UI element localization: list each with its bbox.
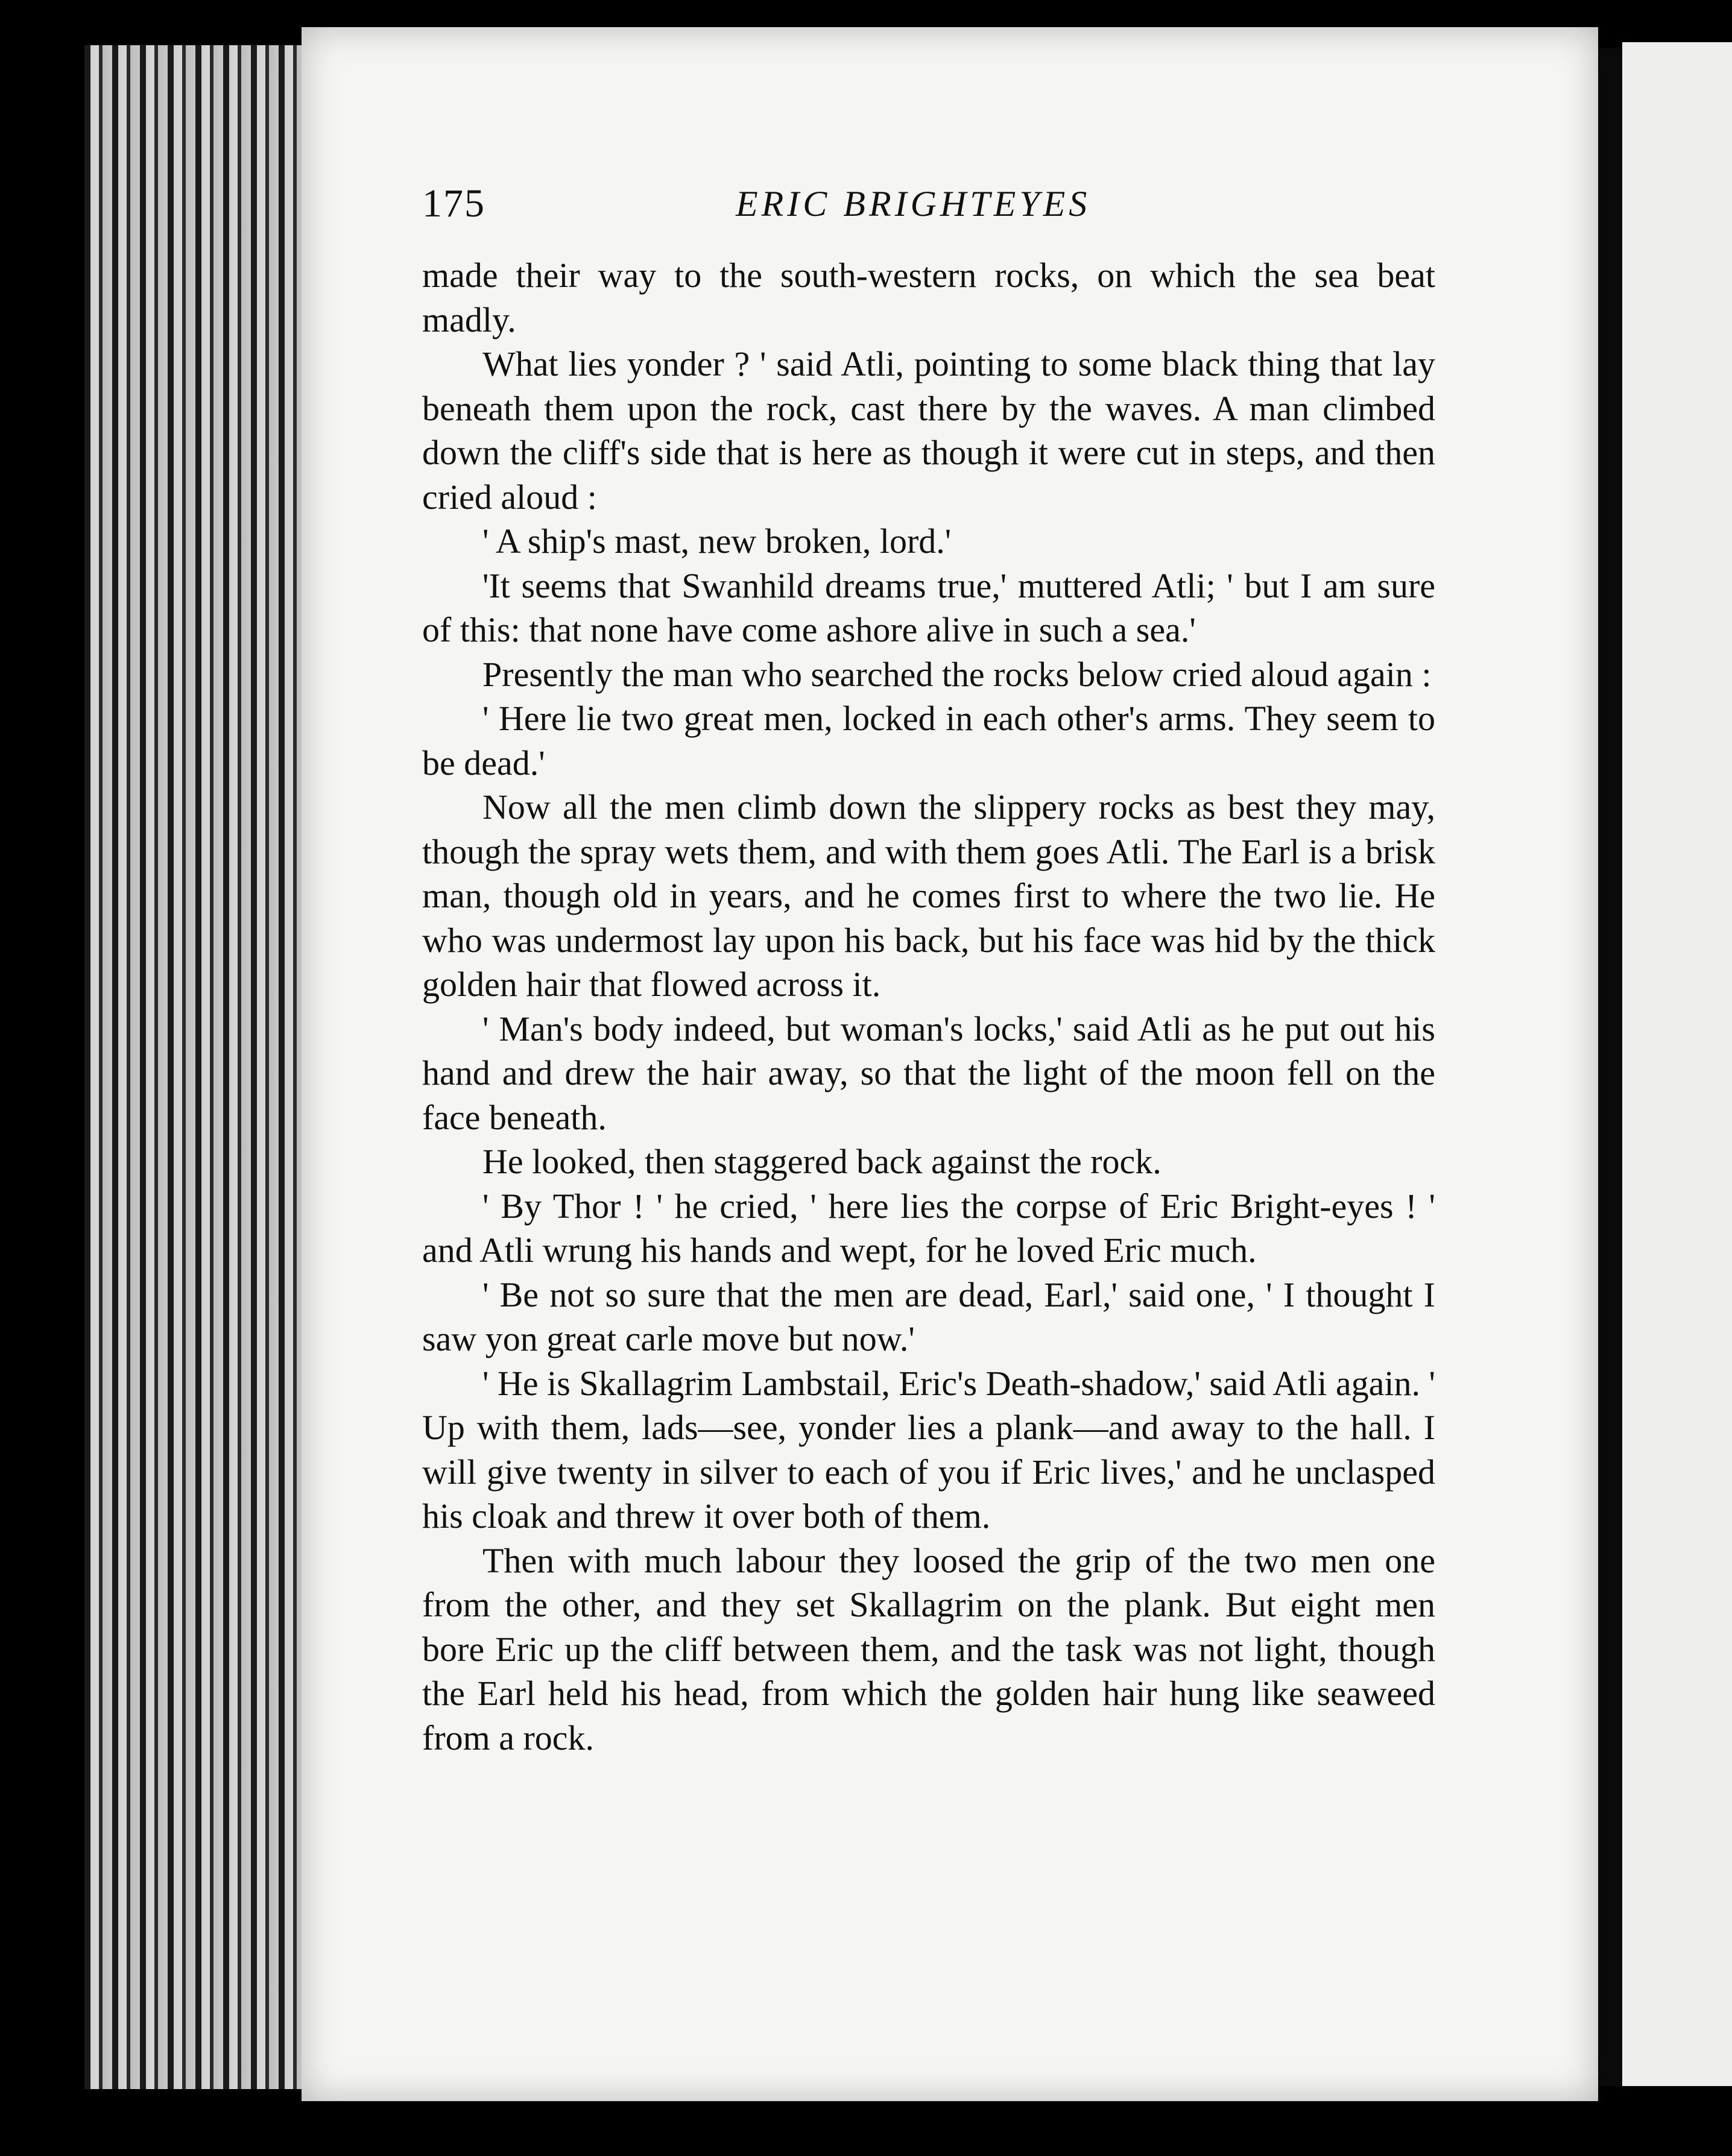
paragraph: ' Man's body indeed, but woman's locks,' said Atli as he put out his hand and drew the hair away, so that the light of the moon fell on the face beneath. (422, 1009, 1435, 1137)
paragraph: ' Here lie two great men, locked in each other's arms. They seem to be dead.' (422, 699, 1435, 783)
paragraph: 'It seems that Swanhild dreams true,' muttered Atli; ' but I am sure of this: that none have come ashore alive in such a sea.' (422, 566, 1435, 649)
paragraph: ' Be not so sure that the men are dead, Earl,' said one, ' I thought I saw yon great carle move but now.' (422, 1275, 1435, 1358)
paragraph: Then with much labour they loosed the grip of the two men one from the other, and they set Skallagrim on the plank. But eight men bore Eric up the cliff between them, and the task was not light, though the Earl held his head, from which the golden hair hung like seaweed from a rock. (422, 1540, 1435, 1757)
paragraph: Now all the men climb down the slippery rocks as best they may, though the spray wets them, and with them goes Atli. The Earl is a brisk man, though old in years, and he comes first to where the two lie. He who was undermost lay upon his back, but his face was hid by the thick golden hair that flowed across it. (422, 787, 1435, 1004)
facing-page-edge (1622, 42, 1732, 2086)
paragraph: Presently the man who searched the rocks below cried aloud again : (482, 654, 1432, 694)
paragraph: ' By Thor ! ' he cried, ' here lies the corpse of Eric Bright-eyes ! ' and Atli wrung his hands and wept, for he loved Eric much. (422, 1186, 1435, 1270)
book-gutter (1598, 48, 1622, 2086)
running-head (422, 181, 1435, 235)
paragraph: ' He is Skallagrim Lambstail, Eric's Death-shadow,' said Atli again. ' Up with them, lads—see, yonder lies a plank—and away to the hall. I will give twenty in silver to each of you if Eric lives,' and he unclasped his cloak and threw it over both of them. (422, 1363, 1435, 1536)
paragraph: He looked, then staggered back against the rock. (482, 1142, 1162, 1181)
body-text (422, 253, 1435, 1760)
paragraph: What lies yonder ? ' said Atli, pointing to some black thing that lay beneath them upon the rock, cast there by the waves. A man climbed down the cliff's side that is here as though it were cut in steps, and then cried aloud : (422, 344, 1435, 517)
book-title: ERIC BRIGHTEYES (736, 184, 1091, 224)
book-page-edges (84, 45, 314, 2089)
page-number: 175 (422, 181, 485, 225)
paragraph: ' A ship's mast, new broken, lord.' (482, 522, 952, 561)
paragraph: made their way to the south-western rocks, on which the sea beat madly. (422, 256, 1435, 339)
